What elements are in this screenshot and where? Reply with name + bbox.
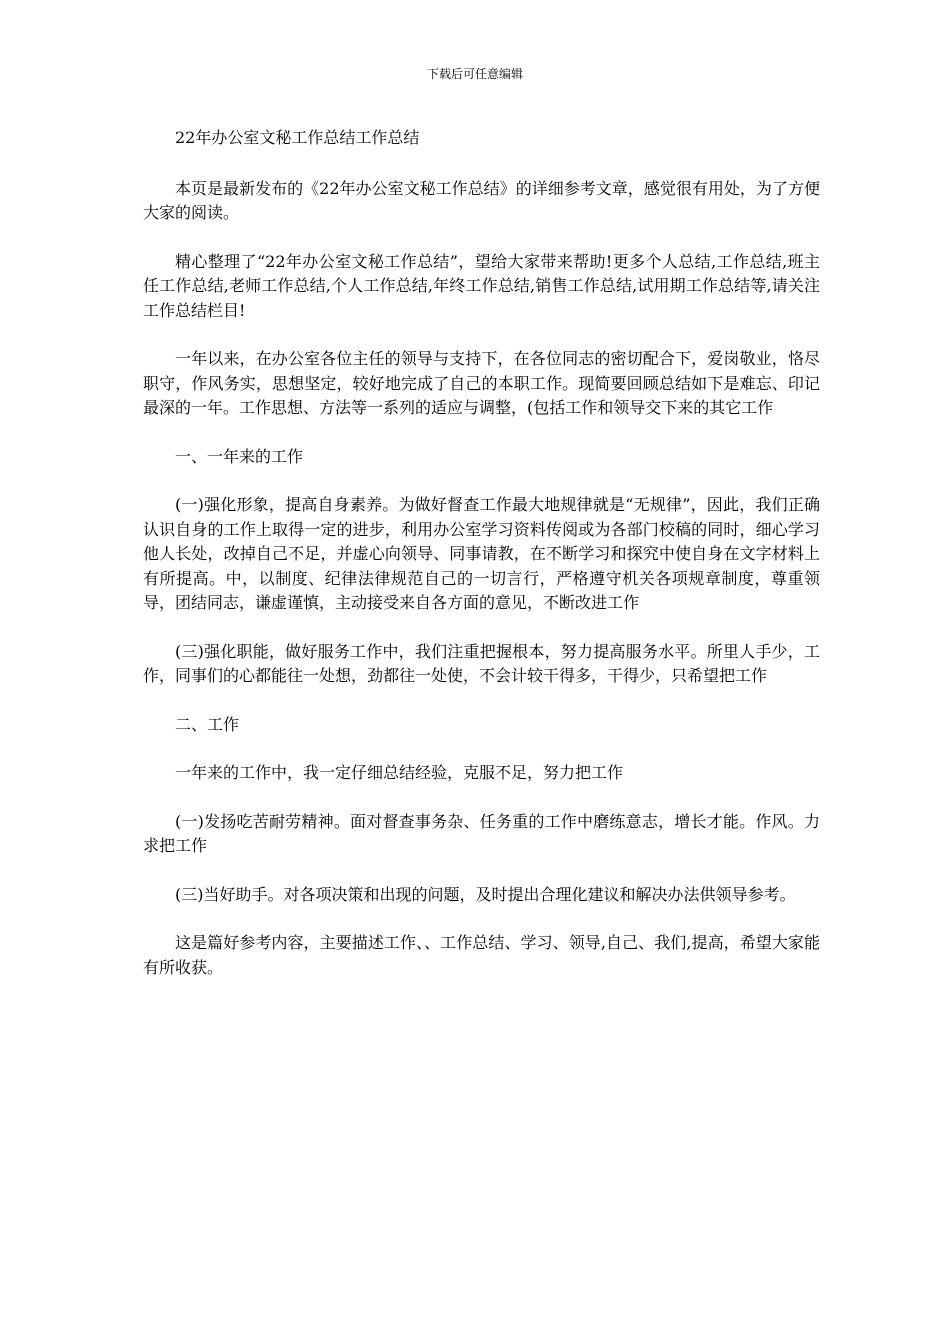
paragraph-closing: 这是篇好参考内容，主要描述工作、、工作总结、学习、领导,自己、我们,提高，希望大家能有所收获。	[143, 933, 820, 977]
paragraph-overview: 一年以来，在办公室各位主任的领导与支持下，在各位同志的密切配合下，爱岗敬业，恪尽职守，作风务实，思想坚定，较好地完成了自己的本职工作。现简要回顾总结如下是难忘、印记最深的一年。工作思想、方法等一系列的适应与调整，(包括工作和领导交下来的其它工作	[143, 349, 820, 417]
header-note: 下载后可任意编辑	[426, 67, 523, 81]
paragraph-function: (三)强化职能，做好服务工作中，我们注重把握根本，努力提高服务水平。所里人手少，工作，同事们的心都能往一处想，劲都往一处使，不会计较干得多，干得少，只希望把工作	[143, 641, 820, 685]
section-heading-1: 一、一年来的工作	[175, 446, 304, 466]
paragraph-intro: 本页是最新发布的《22年办公室文秘工作总结》的详细参考文章，感觉很有用处，为了方便大家的阅读。	[143, 178, 820, 222]
document-body	[143, 126, 820, 980]
paragraph-promo: 精心整理了“22年办公室文秘工作总结”，望给大家带来帮助!更多个人总结,工作总结,班主任工作总结,老师工作总结,个人工作总结,年终工作总结,销售工作总结,试用期工作总结等,请关注工作总结栏目!	[143, 251, 820, 320]
paragraph-image: (一)强化形象，提高自身素养。为做好督查工作最大地规律就是“无规律”，因此，我们正确认识自身的工作上取得一定的进步，利用办公室学习资料传阅或为各部门校稿的同时，细心学习他人长处，改掉自己不足，并虚心向领导、同事请教，在不断学习和探究中使自身在文字材料上有所提高。中，以制度、纪律法律规范自己的一切言行，严格遵守机关各项规章制度，尊重领导，团结同志，谦虚谨慎，主动接受来自各方面的意见，不断改进工作	[143, 495, 820, 612]
paragraph-spirit: (一)发扬吃苦耐劳精神。面对督查事务杂、任务重的工作中磨练意志，增长才能。作风。力求把工作	[143, 811, 820, 855]
document-title: 22年办公室文秘工作总结工作总结	[175, 128, 420, 147]
section-heading-2: 二、工作	[175, 714, 240, 734]
paragraph-assistant: (三)当好助手。对各项决策和出现的问题，及时提出合理化建议和解决办法供领导参考。	[175, 884, 796, 904]
paragraph-plan: 一年来的工作中，我一定仔细总结经验，克服不足，努力把工作	[175, 763, 624, 782]
